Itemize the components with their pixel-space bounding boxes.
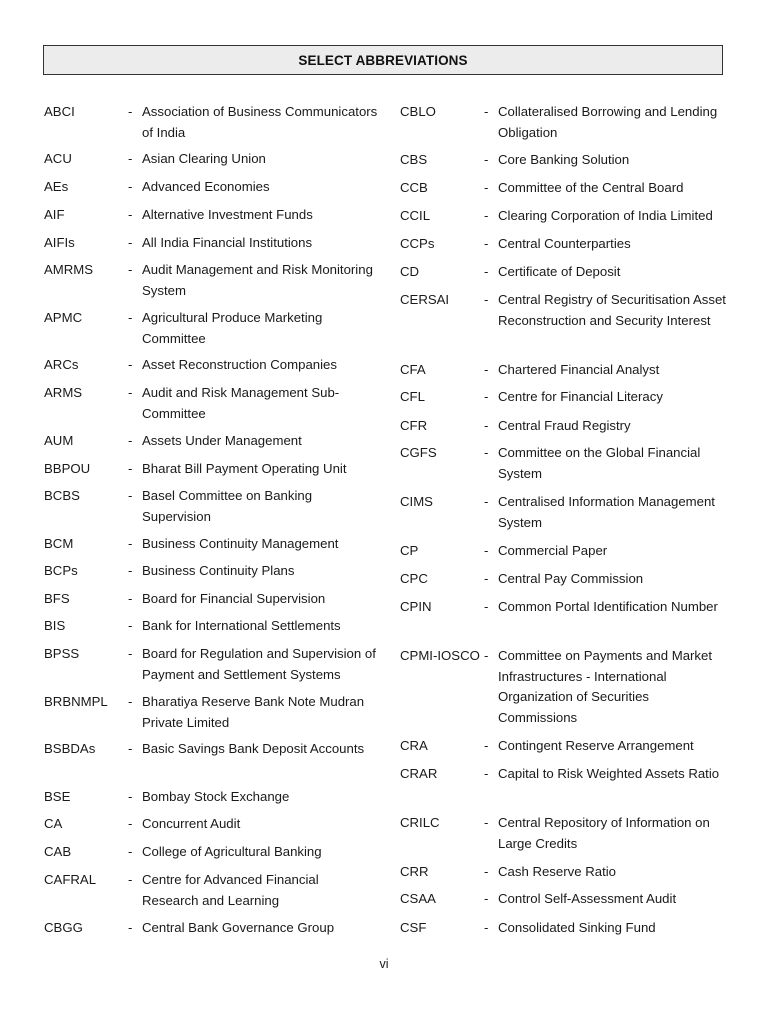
abbreviation-definition: All India Financial Institutions [142,235,313,250]
abbreviation-entry [44,308,378,349]
abbreviation-entry [44,233,378,254]
abbreviation-entry [400,360,728,381]
separator-dash: - [484,766,489,781]
abbreviation-definition: Association of Business Communicators of India [142,104,378,140]
abbreviation-entry [44,870,378,911]
abbreviation-entry [400,150,728,171]
separator-dash: - [484,920,489,935]
separator-dash: - [484,738,489,753]
abbreviation-term: BPSS [44,646,80,661]
abbreviation-term: CRA [400,738,428,753]
abbreviation-entry [400,889,728,910]
separator-dash: - [128,385,133,400]
abbreviation-term: CPIN [400,599,432,614]
abbreviation-entry [400,290,728,331]
abbreviation-entry [44,918,378,939]
abbreviation-term: CBLO [400,104,436,119]
separator-dash: - [128,741,133,756]
abbreviation-definition: Committee on Payments and Market Infrastructures - International Organization of Securities Commissions [498,648,713,725]
abbreviation-definition: Audit and Risk Management Sub-Committee [142,385,340,421]
separator-dash: - [128,816,133,831]
abbreviation-definition: Committee of the Central Board [498,180,684,195]
separator-dash: - [128,844,133,859]
separator-dash: - [484,494,489,509]
abbreviation-entry [400,736,728,757]
abbreviation-definition: Centre for Financial Literacy [498,389,663,404]
abbreviation-term: AEs [44,179,69,194]
abbreviation-term: CRR [400,864,429,879]
abbreviation-entry [400,569,728,590]
abbreviation-definition: Bharatiya Reserve Bank Note Mudran Private Limited [142,694,365,730]
abbreviation-term: BCBS [44,488,80,503]
abbreviation-definition: Audit Management and Risk Monitoring System [142,262,373,298]
abbreviation-entry [44,149,378,170]
abbreviation-definition: College of Agricultural Banking [142,844,322,859]
abbreviation-term: ARMS [44,385,83,400]
separator-dash: - [128,920,133,935]
abbreviation-entry [400,178,728,199]
abbreviation-definition: Clearing Corporation of India Limited [498,208,713,223]
abbreviation-term: AUM [44,433,74,448]
abbreviation-definition: Basel Committee on Banking Supervision [142,488,313,524]
separator-dash: - [128,488,133,503]
abbreviation-entry [44,486,378,527]
abbreviation-term: CFL [400,389,425,404]
abbreviation-definition: Board for Financial Supervision [142,591,326,606]
abbreviation-definition: Business Continuity Plans [142,563,295,578]
abbreviation-definition: Basic Savings Bank Deposit Accounts [142,741,365,756]
separator-dash: - [484,292,489,307]
abbreviation-definition: Central Registry of Securitisation Asset Reconstruction and Security Interest [498,292,726,328]
abbreviation-term: ARCs [44,357,79,372]
abbreviation-term: AIFIs [44,235,75,250]
abbreviation-term: CIMS [400,494,433,509]
abbreviation-entry [44,459,378,480]
abbreviation-definition: Advanced Economies [142,179,270,194]
abbreviation-entry [44,589,378,610]
abbreviation-entry [400,862,728,883]
abbreviation-definition: Bharat Bill Payment Operating Unit [142,461,347,476]
separator-dash: - [484,543,489,558]
abbreviation-term: CBS [400,152,428,167]
abbreviation-definition: Asian Clearing Union [142,151,266,166]
abbreviation-definition: Common Portal Identification Number [498,599,718,614]
abbreviation-term: BSBDAs [44,741,96,756]
abbreviation-term: CD [400,264,420,279]
abbreviation-entry [44,814,378,835]
separator-dash: - [128,179,133,194]
separator-dash: - [128,694,133,709]
abbreviation-entry [400,234,728,255]
abbreviation-entry [400,764,728,785]
abbreviation-definition: Core Banking Solution [498,152,630,167]
abbreviation-definition: Collateralised Borrowing and Lending Obligation [498,104,718,140]
abbreviation-term: CPMI-IOSCO [400,648,480,663]
abbreviation-definition: Consolidated Sinking Fund [498,920,656,935]
abbreviation-entry [400,387,728,408]
abbreviation-term: CRAR [400,766,438,781]
abbreviation-entry [400,416,728,437]
abbreviation-definition: Board for Regulation and Supervision of Payment and Settlement Systems [142,646,376,682]
abbreviation-definition: Centralised Information Management System [498,494,715,530]
separator-dash: - [128,235,133,250]
abbreviation-term: BFS [44,591,70,606]
separator-dash: - [484,264,489,279]
separator-dash: - [484,236,489,251]
separator-dash: - [484,362,489,377]
abbreviation-definition: Central Bank Governance Group [142,920,335,935]
abbreviation-entry [44,205,378,226]
abbreviation-entry [44,260,378,301]
abbreviation-entry [44,842,378,863]
abbreviation-term: ACU [44,151,72,166]
abbreviation-term: CSAA [400,891,436,906]
abbreviation-term: AIF [44,207,65,222]
abbreviation-term: CP [400,543,419,558]
abbreviation-definition: Control Self-Assessment Audit [498,891,677,906]
abbreviation-term: CA [44,816,63,831]
abbreviation-entry [400,646,728,728]
separator-dash: - [484,815,489,830]
abbreviation-definition: Commercial Paper [498,543,608,558]
abbreviation-term: CAB [44,844,72,859]
abbreviation-term: AMRMS [44,262,94,277]
separator-dash: - [128,262,133,277]
abbreviation-entry [44,616,378,637]
abbreviation-entry [400,443,728,484]
abbreviation-term: CERSAI [400,292,450,307]
abbreviation-term: BRBNMPL [44,694,108,709]
abbreviation-definition: Cash Reserve Ratio [498,864,617,879]
separator-dash: - [128,872,133,887]
abbreviation-definition: Centre for Advanced Financial Research and Learning [142,872,319,908]
abbreviation-definition: Chartered Financial Analyst [498,362,660,377]
abbreviation-entry [44,644,378,685]
page-title: SELECT ABBREVIATIONS [298,52,468,68]
abbreviation-term: CAFRAL [44,872,97,887]
separator-dash: - [484,104,489,119]
abbreviation-term: CPC [400,571,428,586]
abbreviation-entry [400,597,728,618]
separator-dash: - [128,207,133,222]
abbreviation-definition: Asset Reconstruction Companies [142,357,337,372]
abbreviation-definition: Central Pay Commission [498,571,644,586]
abbreviation-definition: Bank for International Settlements [142,618,341,633]
separator-dash: - [128,563,133,578]
separator-dash: - [484,891,489,906]
abbreviation-entry [400,918,728,939]
abbreviation-term: BBPOU [44,461,91,476]
abbreviation-entry [400,813,728,854]
section-title-box [43,45,723,75]
abbreviation-definition: Central Fraud Registry [498,418,631,433]
separator-dash: - [484,648,489,663]
abbreviation-term: BCPs [44,563,78,578]
abbreviation-term: APMC [44,310,83,325]
abbreviation-definition: Concurrent Audit [142,816,241,831]
separator-dash: - [128,104,133,119]
abbreviation-entry [44,102,378,143]
abbreviation-term: CSF [400,920,427,935]
abbreviation-entry [44,787,378,808]
abbreviation-entry [44,177,378,198]
abbreviation-term: CFR [400,418,428,433]
separator-dash: - [128,536,133,551]
separator-dash: - [128,151,133,166]
abbreviation-term: ABCI [44,104,75,119]
abbreviation-term: CFA [400,362,426,377]
abbreviation-entry [44,739,378,760]
abbreviation-term: BSE [44,789,71,804]
abbreviation-definition: Agricultural Produce Marketing Committee [142,310,323,346]
abbreviation-definition: Certificate of Deposit [498,264,621,279]
separator-dash: - [128,357,133,372]
abbreviation-entry [400,206,728,227]
abbreviation-definition: Contingent Reserve Arrangement [498,738,694,753]
separator-dash: - [128,591,133,606]
page-number: vi [379,957,389,971]
separator-dash: - [484,152,489,167]
separator-dash: - [484,599,489,614]
abbreviation-definition: Business Continuity Management [142,536,339,551]
separator-dash: - [484,208,489,223]
abbreviation-entry [44,534,378,555]
abbreviation-term: BCM [44,536,74,551]
abbreviation-entry [400,102,728,143]
abbreviation-definition: Central Repository of Information on Large Credits [498,815,710,851]
abbreviation-definition: Assets Under Management [142,433,302,448]
abbreviation-definition: Bombay Stock Exchange [142,789,290,804]
separator-dash: - [484,180,489,195]
abbreviation-entry [44,692,378,733]
separator-dash: - [128,618,133,633]
separator-dash: - [128,310,133,325]
abbreviation-entry [44,431,378,452]
separator-dash: - [484,389,489,404]
abbreviation-term: CBGG [44,920,83,935]
abbreviation-term: CGFS [400,445,437,460]
abbreviation-definition: Committee on the Global Financial System [498,445,701,481]
abbreviation-entry [44,561,378,582]
abbreviation-entry [400,262,728,283]
abbreviation-term: BIS [44,618,66,633]
separator-dash: - [128,433,133,448]
abbreviation-term: CCIL [400,208,431,223]
abbreviation-entry [400,541,728,562]
abbreviation-definition: Capital to Risk Weighted Assets Ratio [498,766,720,781]
abbreviation-entry [400,492,728,533]
abbreviation-entry [44,383,378,424]
abbreviation-definition: Central Counterparties [498,236,631,251]
separator-dash: - [484,571,489,586]
separator-dash: - [128,461,133,476]
abbreviation-term: CCB [400,180,428,195]
separator-dash: - [128,789,133,804]
separator-dash: - [128,646,133,661]
abbreviation-definition: Alternative Investment Funds [142,207,313,222]
separator-dash: - [484,418,489,433]
abbreviation-term: CCPs [400,236,435,251]
abbreviation-entry [44,355,378,376]
abbreviation-term: CRILC [400,815,440,830]
separator-dash: - [484,864,489,879]
separator-dash: - [484,445,489,460]
